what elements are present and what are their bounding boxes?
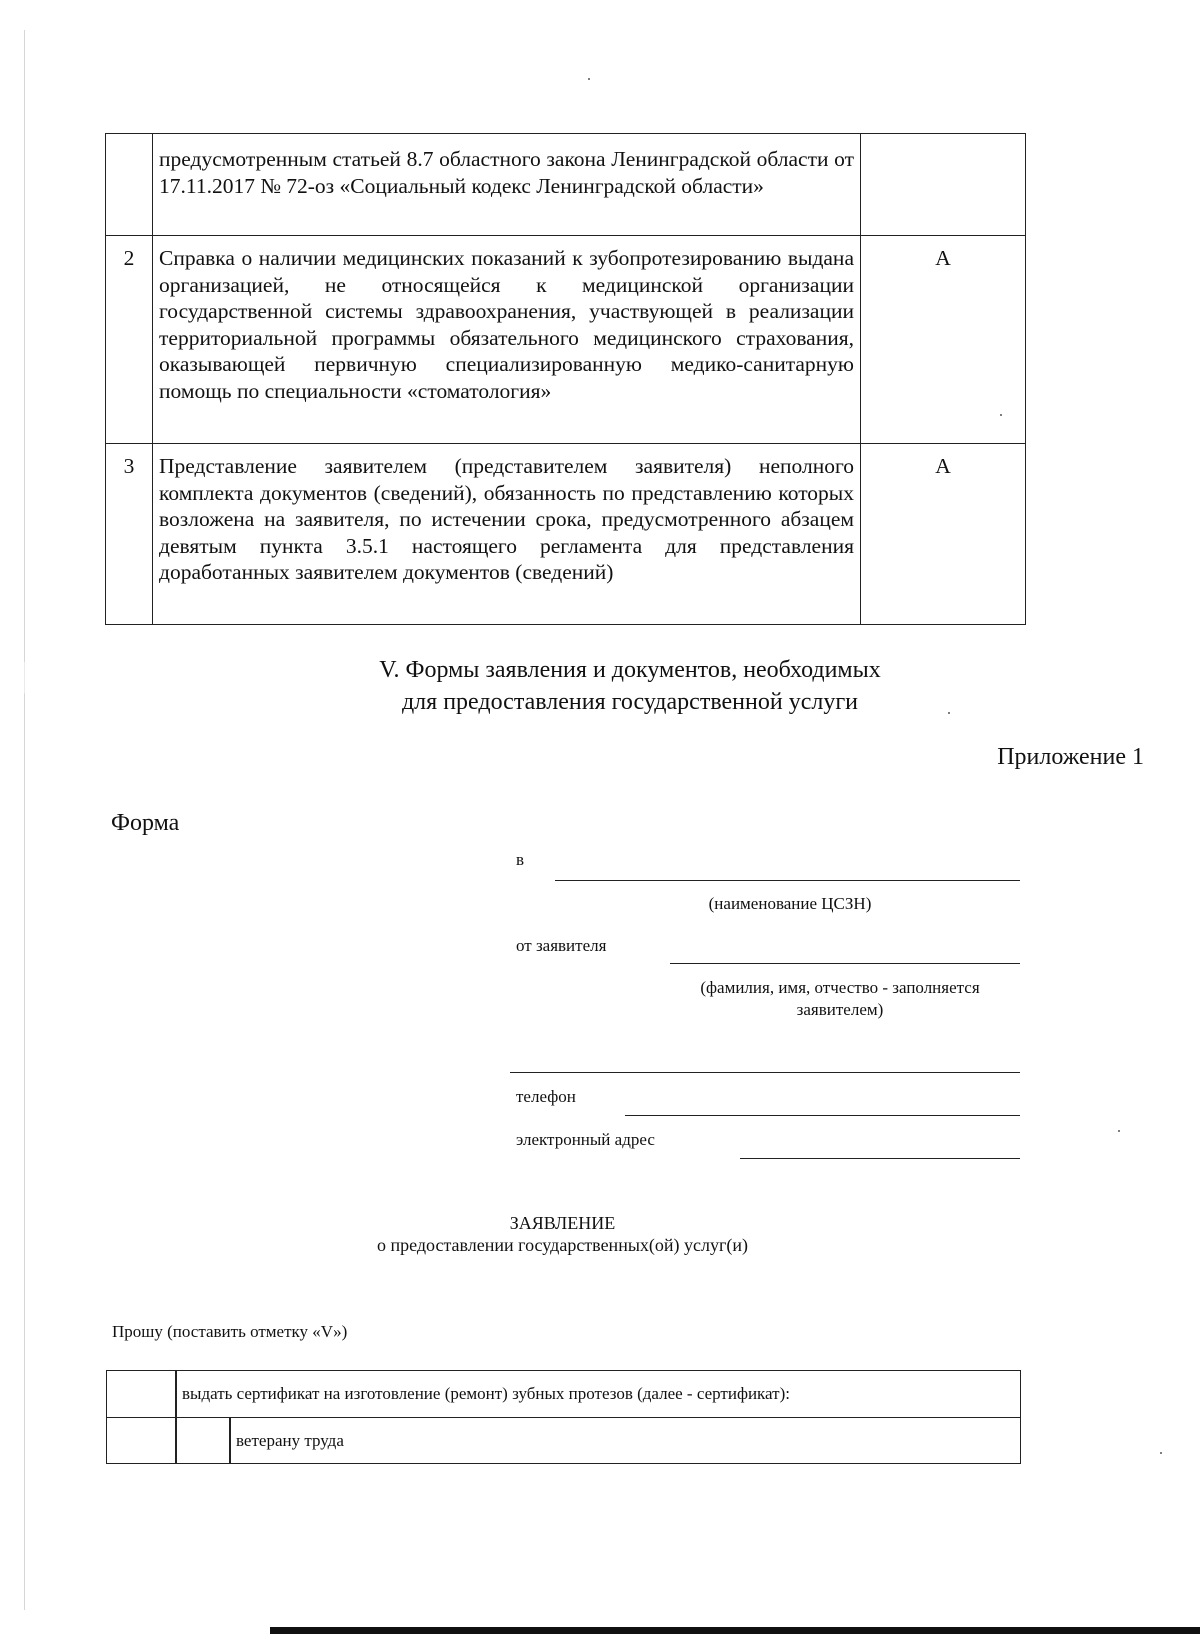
to-label: в <box>516 850 525 869</box>
from-extra-input-line[interactable] <box>510 1072 1020 1073</box>
row-text-cell: предусмотренным статьей 8.7 областного закона Ленинградской области от 17.11.2017 № 72-оз «Социальный кодекс Ленинградской области» <box>153 134 861 236</box>
table-row <box>106 444 1026 625</box>
option-veteran-text: ветерану труда <box>236 1431 344 1450</box>
scan-speck <box>588 78 590 80</box>
form-label: Форма <box>111 810 180 836</box>
statement-subtitle: о предоставлении государственных(ой) услуг(и) <box>376 1235 749 1255</box>
option-checkbox-veteran-outer[interactable] <box>106 1417 175 1464</box>
row-code-cell: А <box>861 444 1026 625</box>
phone-input-line[interactable] <box>625 1115 1020 1116</box>
from-label: от заявителя <box>516 936 607 955</box>
option-certificate-text: выдать сертификат на изготовление (ремонт) зубных протезов (далее - сертификат): <box>182 1384 790 1403</box>
request-label: Прошу (поставить отметку «V») <box>112 1322 348 1341</box>
appendix-label: Приложение 1 <box>997 744 1144 770</box>
to-caption: (наименование ЦСЗН) <box>708 894 872 913</box>
from-caption-line: (фамилия, имя, отчество - заполняется <box>700 978 980 997</box>
section-title <box>300 654 960 718</box>
option-checkbox-certificate[interactable] <box>106 1370 175 1417</box>
options-col-divider <box>229 1417 231 1464</box>
phone-label: телефон <box>516 1087 576 1106</box>
row-number-cell: 2 <box>106 236 153 444</box>
row-text-cell: Представление заявителем (представителем заявителя) неполного комплекта документов (сведений), обязанность по представлению которых возложена на заявителя, по истечении срока, предусмотренного абзацем девятым пункта 3.5.1 настоящего регламента для представления доработанных заявителем документов (сведений) <box>153 444 861 625</box>
from-caption <box>660 977 1020 1021</box>
statement-title: ЗАЯВЛЕНИЕ <box>509 1213 616 1233</box>
table-row <box>106 236 1026 444</box>
row-text-cell: Справка о наличии медицинских показаний к зубопротезированию выдана организацией, не относящейся к медицинской организации государственной системы здравоохранения, участвующей в реализации территориальной программы обязательного медицинского страхования, оказывающей первичную специализированную медико-санитарную помощь по специальности «стоматология» <box>153 236 861 444</box>
scan-speck <box>1118 1130 1120 1132</box>
statement-title-block <box>300 1212 825 1256</box>
scan-speck <box>1160 1452 1162 1454</box>
row-code-cell <box>861 134 1026 236</box>
to-input-line[interactable] <box>555 880 1020 881</box>
table-row <box>106 134 1026 236</box>
from-caption-line: заявителем) <box>796 1000 884 1019</box>
row-number-cell: 3 <box>106 444 153 625</box>
refusal-criteria-table <box>105 133 1026 625</box>
row-code-cell: А <box>861 236 1026 444</box>
options-row-divider <box>106 1417 1021 1418</box>
scan-bottom-edge <box>270 1627 1200 1634</box>
row-number-cell <box>106 134 153 236</box>
email-label: электронный адрес <box>516 1130 655 1149</box>
section-title-line: для предоставления государственной услуги <box>401 689 859 715</box>
option-checkbox-veteran[interactable] <box>175 1417 229 1464</box>
section-title-line: V. Формы заявления и документов, необходимых <box>379 657 881 683</box>
email-input-line[interactable] <box>740 1158 1020 1159</box>
from-input-line[interactable] <box>670 963 1020 964</box>
scan-edge-shadow <box>24 30 25 1610</box>
